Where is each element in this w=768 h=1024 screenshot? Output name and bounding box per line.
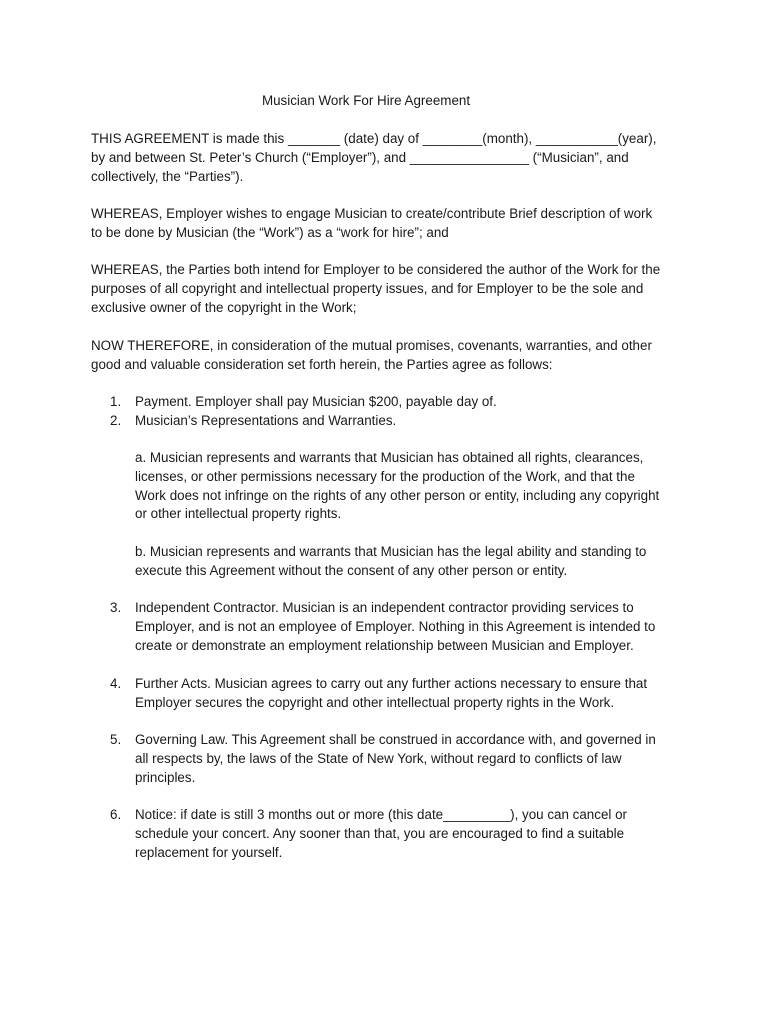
list-item-text: Notice: if date is still 3 months out or more (this date_________), you can cancel or schedule your concert. Any sooner than that, you are encouraged to find a suitable replacement for yourself. xyxy=(135,807,627,860)
list-item-text: Further Acts. Musician agrees to carry out any further actions necessary to ensure that Employer secures the copyright and other intellectual property rights in the Work. xyxy=(135,676,648,710)
document-title: Musician Work For Hire Agreement xyxy=(261,93,471,108)
list-item-number: 1. xyxy=(110,394,122,409)
whereas-paragraph-2: WHEREAS, the Parties both intend for Employer to be considered the author of the Work for the purposes of all copyright and intellectual property issues, and for Employer to be the sole and exclusive owner of the copyright in the Work; xyxy=(91,262,661,315)
list-item-text: Independent Contractor. Musician is an independent contractor providing services to Employer, and is not an employee of Employer. Nothing in this Agreement is intended to create or demonstrate an employment relationship between Musician and Employer. xyxy=(135,600,656,653)
list-item-number: 5. xyxy=(110,732,122,747)
now-therefore-paragraph: NOW THEREFORE, in consideration of the mutual promises, covenants, warranties, and other good and valuable consideration set forth herein, the Parties agree as follows: xyxy=(91,338,652,372)
whereas-paragraph-1: WHEREAS, Employer wishes to engage Musician to create/contribute Brief description of work to be done by Musician (the “Work”) as a “work for hire”; and xyxy=(91,206,653,240)
list-item-text: Musician’s Representations and Warranties. xyxy=(135,413,397,428)
list-item-text: Payment. Employer shall pay Musician $200, payable day of. xyxy=(135,394,497,409)
list-item-number: 4. xyxy=(110,676,122,691)
list-item-number: 6. xyxy=(110,807,122,822)
list-item-number: 2. xyxy=(110,413,122,428)
list-item-text: Governing Law. This Agreement shall be construed in accordance with, and governed in all respects by, the laws of the State of New York, without regard to conflicts of law principles. xyxy=(135,732,656,785)
intro-paragraph: THIS AGREEMENT is made this _______ (date) day of ________(month), ___________(year), by and between St. Peter’s Church (“Employer”), and ________________ (“Musician”, and collectively, the “Parties”). xyxy=(91,131,657,184)
sub-item-b: b. Musician represents and warrants that Musician has the legal ability and standing to execute this Agreement without the consent of any other person or entity. xyxy=(135,544,647,578)
sub-item-a: a. Musician represents and warrants that Musician has obtained all rights, clearances, licenses, or other permissions necessary for the production of the Work, and that the Work does not infringe on the rights of any other person or entity, including any copyright or other intellectual property rights. xyxy=(135,450,660,522)
list-item-number: 3. xyxy=(110,600,122,615)
